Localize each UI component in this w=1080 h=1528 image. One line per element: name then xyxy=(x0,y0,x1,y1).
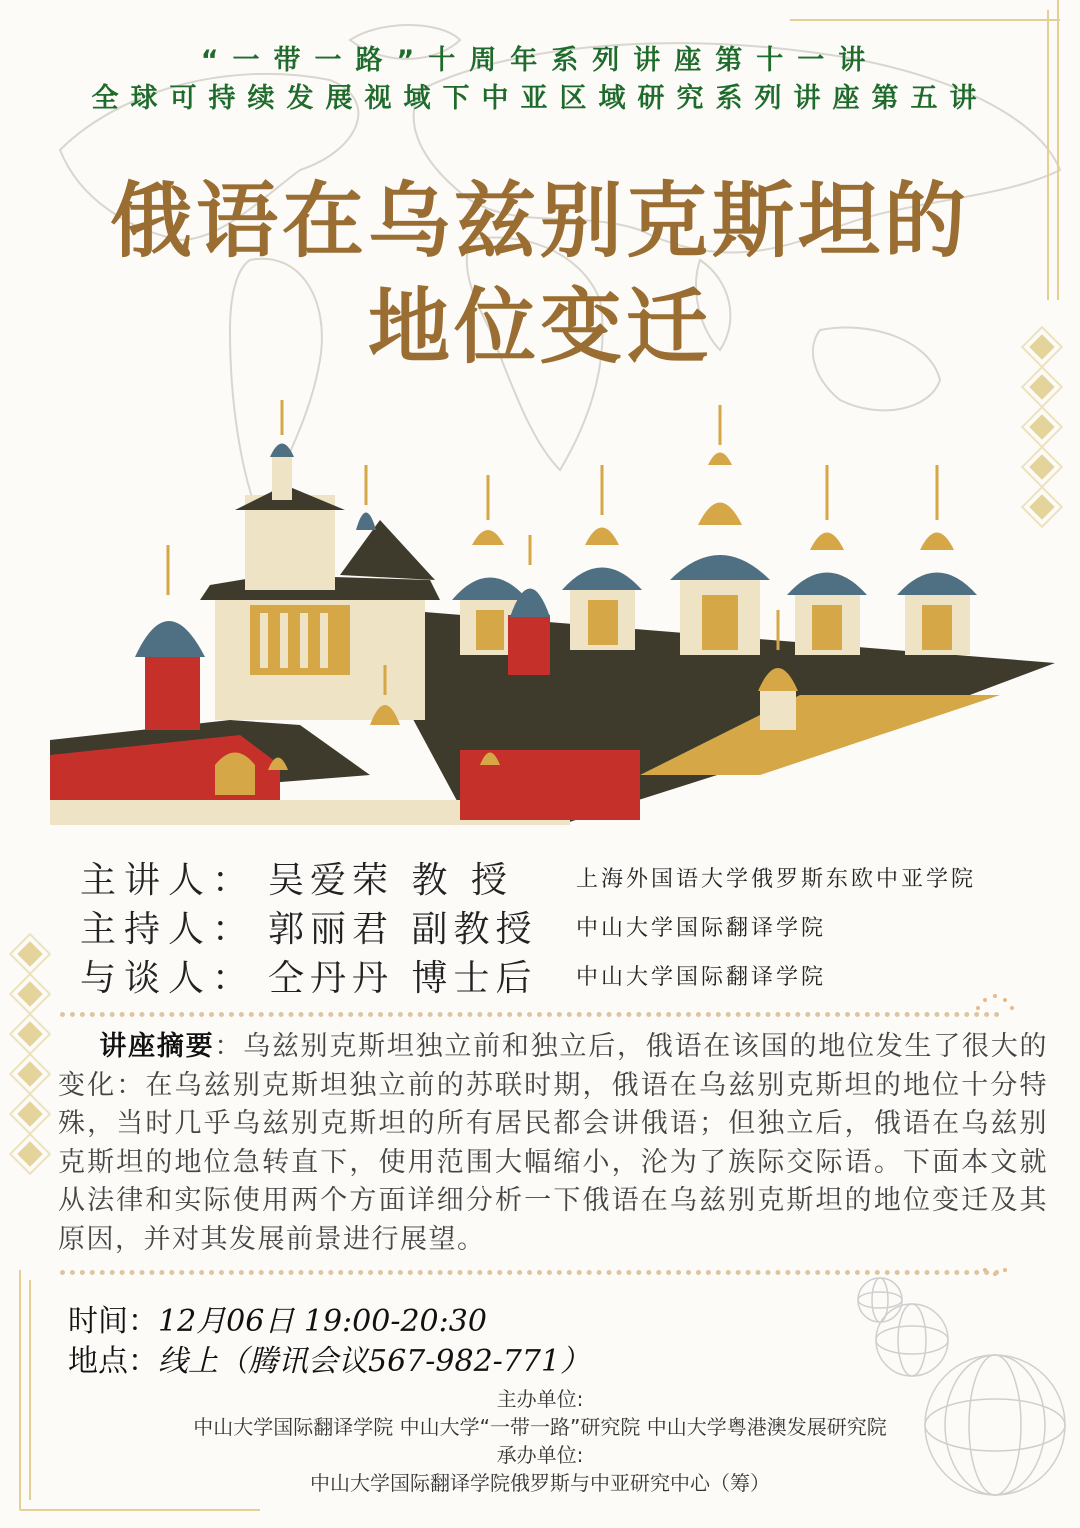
place-label: 地点： xyxy=(68,1344,158,1379)
dotted-divider-top xyxy=(60,1012,1000,1017)
title-line-2: 地位变迁 xyxy=(367,280,712,375)
host-row xyxy=(80,901,1060,950)
place-line xyxy=(68,1336,590,1380)
speakers-list xyxy=(80,852,1060,999)
host-role: 主持人： xyxy=(80,909,257,950)
host-name: 郭丽君 副教授 xyxy=(268,909,538,950)
cathedral-illustration xyxy=(40,395,1060,835)
series-line-1: “一带一路”十周年系列讲座第十一讲 xyxy=(200,45,880,76)
discussant-row xyxy=(80,950,1060,999)
host-value: 中山大学国际翻译学院 中山大学“一带一路”研究院 中山大学粤港澳发展研究院 xyxy=(193,1415,887,1439)
abstract-text: ：乌兹别克斯坦独立前和独立后，俄语在该国的地位发生了很大的变化：在乌兹别克斯坦独立前的苏联时期，俄语在乌兹别克斯坦的地位十分特殊，当时几乎乌兹别克斯坦的所有居民都会讲俄语；但独立后，俄语在乌兹别克斯坦的地位急转直下，使用范围大幅缩小，沦为了族际交际语。下面本文就从法律和实际使用两个方面详细分析一下俄语在乌兹别克斯坦的地位变迁及其原因，并对其发展前景进行展望。 xyxy=(58,1031,1049,1255)
speaker-role: 主讲人： xyxy=(80,860,257,901)
discussant-name: 仝丹丹 博士后 xyxy=(268,958,538,999)
speaker-name: 吴爱荣 教 授 xyxy=(268,860,513,901)
diamond-ornaments-left xyxy=(10,925,50,1185)
speaker-org: 上海外国语大学俄罗斯东欧中亚学院 xyxy=(576,867,977,892)
co-organizer-value: 中山大学国际翻译学院俄罗斯与中亚研究中心（筹） xyxy=(310,1471,770,1495)
host-org: 中山大学国际翻译学院 xyxy=(576,916,827,941)
host-label: 主办单位: xyxy=(496,1387,584,1411)
time-line xyxy=(68,1296,487,1340)
title-line-1: 俄语在乌兹别克斯坦的 xyxy=(109,174,970,269)
discussant-org: 中山大学国际翻译学院 xyxy=(576,965,827,990)
series-line-2: 全球可持续发展视域下中亚区域研究系列讲座第五讲 xyxy=(91,83,989,114)
time-value: 12月06日 19:00-20:30 xyxy=(158,1304,487,1339)
speaker-row xyxy=(80,852,1060,901)
abstract xyxy=(58,1028,1048,1259)
dotted-divider-bottom xyxy=(60,1270,1000,1275)
abstract-label: 讲座摘要 xyxy=(99,1031,215,1062)
time-label: 时间： xyxy=(68,1304,158,1339)
discussant-role: 与谈人： xyxy=(80,958,257,999)
co-organizer-label: 承办单位: xyxy=(496,1443,584,1467)
place-value: 线上（腾讯会议567-982-771） xyxy=(158,1344,591,1379)
